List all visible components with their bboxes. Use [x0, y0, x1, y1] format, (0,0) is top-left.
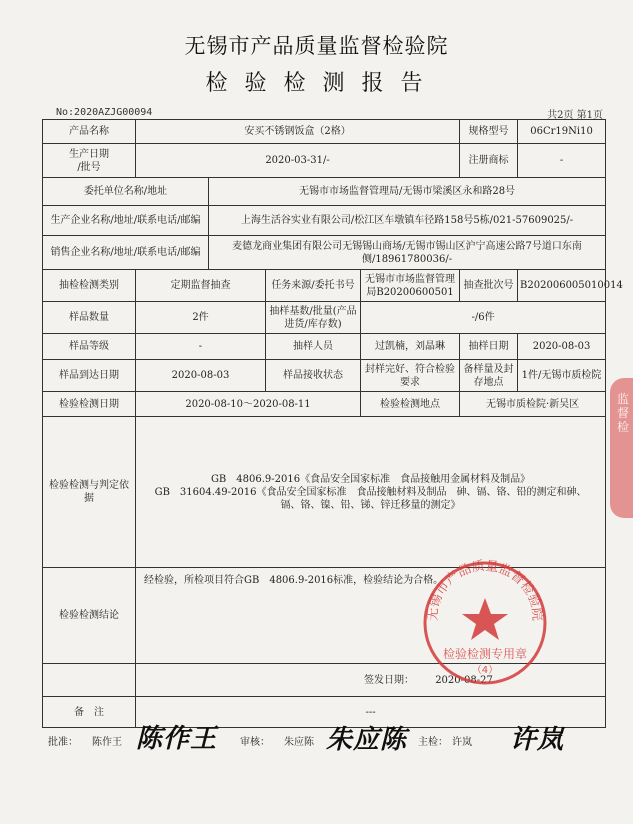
- row-arrival: [43, 360, 606, 392]
- label-basis: 检验检测与判定依据: [43, 417, 136, 568]
- row-client: [43, 178, 606, 206]
- main-tester-label: 主检：: [418, 737, 448, 748]
- label-sample-qty: 样品数量: [43, 302, 136, 334]
- report-number: No:2020AZJG00094: [56, 107, 153, 118]
- approver-name: 陈作王: [92, 737, 122, 748]
- label-category: 抽检检测类别: [43, 270, 136, 302]
- main-tester-signature: 许岚: [510, 725, 565, 755]
- value-sample-base: -/6件: [361, 302, 606, 334]
- label-production-date: [43, 144, 136, 178]
- basis-line-2: GB 31604.49-2016《食品安全国家标准 食品接触材料及制品 砷、镉、铬、铅的测定和砷、: [154, 486, 587, 498]
- label-production-date-text: 生产日期 /批号: [69, 148, 109, 173]
- label-issue-date: 签发日期：: [364, 674, 414, 686]
- review-label: 审核：: [240, 737, 270, 748]
- label-receipt-state: 样品接收状态: [266, 360, 361, 392]
- value-location: 1件/无锡市质检院: [518, 360, 606, 392]
- report-title: 检验检测报告: [205, 71, 440, 96]
- row-manufacturer: [43, 206, 606, 236]
- seal-ring-text: 无锡市产品质量监督检验院: [425, 558, 545, 622]
- seal-star-icon: [462, 598, 508, 640]
- value-sampler: 过凯楠，刘晶琳: [361, 334, 460, 360]
- label-trademark: 注册商标: [460, 144, 518, 178]
- label-spec: 规格型号: [460, 120, 518, 144]
- label-sampling-no: 抽查批次号: [460, 270, 518, 302]
- value-receipt-state: 封样完好、符合检验要求: [361, 360, 460, 392]
- label-product-name: 产品名称: [43, 120, 136, 144]
- page-info: 共2页 第1页: [547, 110, 603, 121]
- row-basis: [43, 417, 606, 568]
- label-conclusion: 检验检测结论: [43, 568, 136, 664]
- row-sample-grade: [43, 334, 606, 360]
- label-sample-base: 抽样基数/批量(产品进货/库存数): [266, 302, 361, 334]
- label-test-location: 检验检测地点: [361, 392, 460, 417]
- approve-label: 批准：: [48, 737, 78, 748]
- value-sample-qty: 2件: [136, 302, 266, 334]
- label-test-date: 检验检测日期: [43, 392, 136, 417]
- basis-line-1: GB 4806.9-2016《食品安全国家标准 食品接触用金属材料及制品》: [210, 473, 531, 485]
- value-spec: 06Cr19Ni10: [518, 120, 606, 144]
- value-category: 定期监督抽查: [136, 270, 266, 302]
- official-seal: [420, 558, 550, 688]
- value-seller: 麦德龙商业集团有限公司无锡锡山商场/无锡市锡山区沪宁高速公路7号道口东南侧/18961780036/-: [209, 236, 606, 270]
- label-location: 备样量及封存地点: [460, 360, 518, 392]
- seal-center-text: 检验检测专用章: [442, 647, 528, 661]
- row-test-date: [43, 392, 606, 417]
- value-manufacturer: 上海生活谷实业有限公司/松江区车墩镇车径路158号5栋/021-57609025/-: [209, 206, 606, 236]
- value-task-source: 无锡市市场监督管理局B20200600501: [361, 270, 460, 302]
- reviewer-name: 朱应陈: [284, 737, 314, 748]
- seal-code: （4）: [471, 665, 499, 676]
- label-sample-grade: 样品等级: [43, 334, 136, 360]
- value-production-date: 2020-03-31/-: [136, 144, 460, 178]
- label-manufacturer: 生产企业名称/地址/联系电话/邮编: [43, 206, 209, 236]
- label-seller: 销售企业名称/地址/联系电话/邮编: [43, 236, 209, 270]
- approver-signature: 陈作王: [136, 724, 218, 754]
- value-arrival-date: 2020-08-03: [136, 360, 266, 392]
- value-test-date: 2020-08-10～2020-08-11: [136, 392, 361, 417]
- value-basis: [136, 417, 606, 568]
- edge-seal-text: 监督检: [617, 392, 630, 434]
- label-issue-blank: [43, 664, 136, 697]
- label-sampling-date: 抽样日期: [460, 334, 518, 360]
- value-product-name: 安买不锈钢饭盒（2格）: [136, 120, 460, 144]
- reviewer-signature: 朱应陈: [326, 725, 408, 755]
- label-arrival-date: 样品到达日期: [43, 360, 136, 392]
- value-client: 无锡市市场监督管理局/无锡市梁溪区永和路28号: [209, 178, 606, 206]
- value-conclusion: 经检验，所检项目符合GB 4806.9-2016标准，检验结论为合格。: [144, 575, 444, 586]
- label-task-source: 任务来源/委托书号: [266, 270, 361, 302]
- row-product: [43, 120, 606, 144]
- label-sampler: 抽样人员: [266, 334, 361, 360]
- value-sampling-no: B202006005010014: [518, 270, 606, 302]
- value-sampling-date: 2020-08-03: [518, 334, 606, 360]
- value-remarks: ---: [136, 697, 606, 728]
- institute-title: 无锡市产品质量监督检验院: [184, 34, 449, 58]
- row-sample-qty: [43, 302, 606, 334]
- basis-line-3: 镉、铬、镍、铅、锑、锌迁移量的测定》: [280, 499, 461, 511]
- value-sample-grade: -: [136, 334, 266, 360]
- main-tester-name: 许岚: [452, 737, 472, 748]
- label-client: 委托单位名称/地址: [43, 178, 209, 206]
- row-seller: [43, 236, 606, 270]
- row-production-date: [43, 144, 606, 178]
- signature-footer: [0, 724, 633, 767]
- row-category: [43, 270, 606, 302]
- value-issue-date: 2020-08-27: [435, 674, 493, 686]
- value-trademark: -: [518, 144, 606, 178]
- label-remarks: 备 注: [43, 697, 136, 728]
- value-test-location: 无锡市质检院·新吴区: [460, 392, 606, 417]
